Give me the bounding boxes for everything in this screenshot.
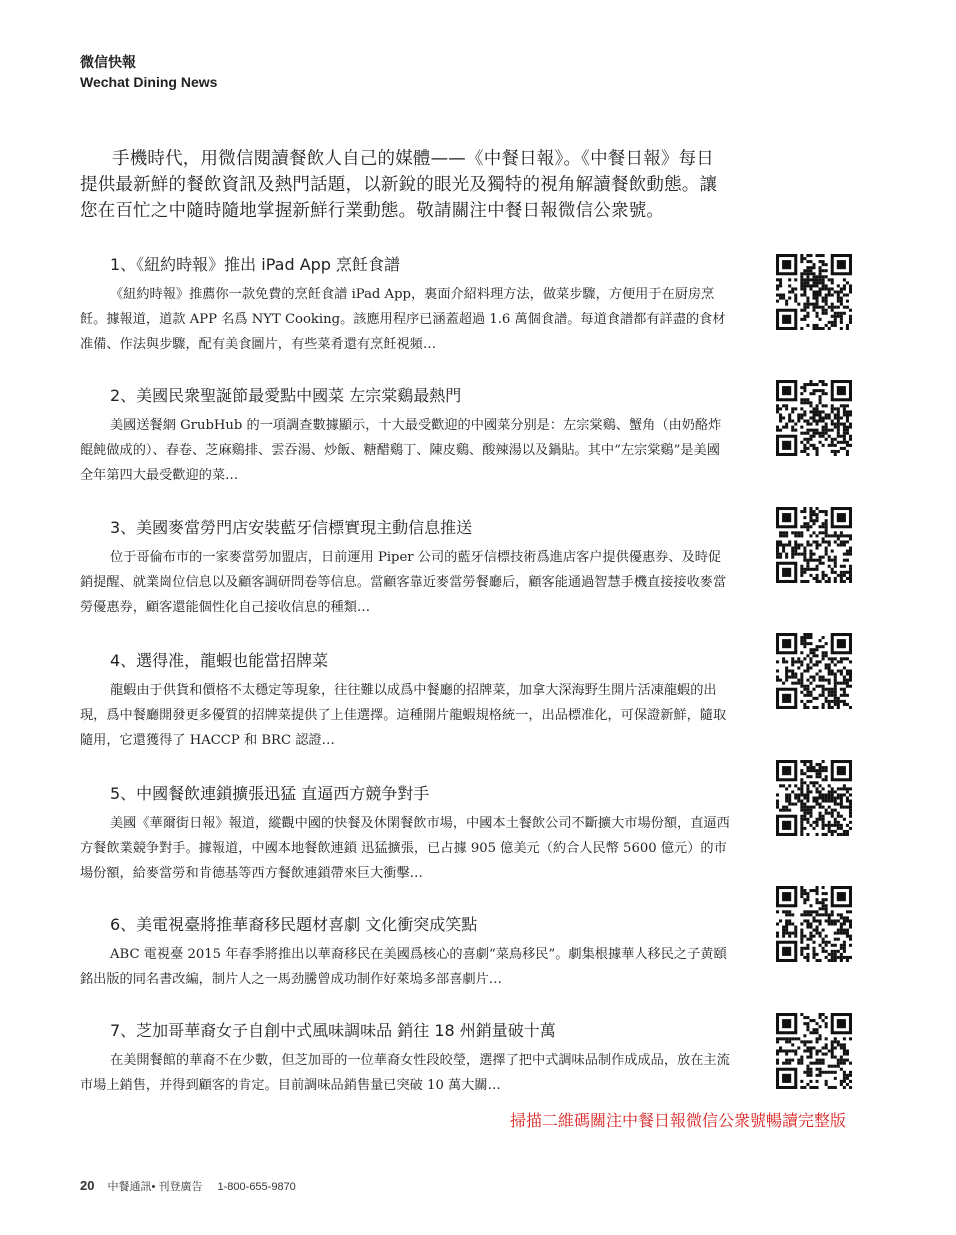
news-item-7 bbox=[80, 1020, 730, 1098]
news-title[interactable]: 7、芝加哥華裔女子自創中式風味調味品 銷往 18 州銷量破十萬 bbox=[110, 1021, 556, 1040]
news-title[interactable]: 1、《紐約時報》推出 iPad App 烹飪食譜 bbox=[110, 255, 401, 274]
qr-code-icon[interactable] bbox=[776, 380, 852, 456]
news-body: 龍蝦由于供貨和價格不太穩定等現象，往往難以成爲中餐廳的招牌菜，加拿大深海野生開片活凍龍蝦的出現，爲中餐廳開發更多優質的招牌菜提供了上佳選擇。這種開片龍蝦規格統一，出品標准化，可保證新鮮，隨取隨用，它還獲得了 HACCP 和 BRC 認證… bbox=[80, 683, 727, 748]
news-title[interactable]: 4、選得准，龍蝦也能當招牌菜 bbox=[110, 651, 329, 670]
qr-code-icon[interactable] bbox=[776, 507, 852, 583]
news-item-5 bbox=[80, 783, 730, 886]
news-item-2 bbox=[80, 385, 730, 488]
news-item-6 bbox=[80, 914, 730, 992]
news-item-4 bbox=[80, 650, 730, 753]
qr-code-icon[interactable] bbox=[776, 633, 852, 709]
qr-code-icon[interactable] bbox=[776, 760, 852, 836]
news-item-3 bbox=[80, 517, 730, 620]
news-title[interactable]: 3、美國麥當勞門店安裝藍牙信標實現主動信息推送 bbox=[110, 518, 473, 537]
page-number: 20 bbox=[80, 1178, 95, 1193]
intro-paragraph: 手機時代，用微信閱讀餐飲人自己的媒體——《中餐日報》。《中餐日報》每日提供最新鮮的餐飲資訊及熱門話題，以新銳的眼光及獨特的視角解讀餐飲動態。讓您在百忙之中隨時隨地掌握新鮮行業動態。敬請關注中餐日報微信公衆號。 bbox=[80, 149, 718, 221]
news-body: ABC 電視臺 2015 年春季將推出以華裔移民在美國爲核心的喜劇“菜鳥移民”。劇集根據華人移民之子黄頤銘出版的同名書改編，制片人之一馬劲騰曾成功制作好萊塢多部喜劇片… bbox=[80, 947, 727, 987]
news-item-1 bbox=[80, 254, 730, 357]
page-footer bbox=[80, 1178, 296, 1194]
publication-name: 中餐通訊• 刊登廣告 bbox=[107, 1181, 203, 1193]
news-title[interactable]: 5、中國餐飲連鎖擴張迅猛 直逼西方競争對手 bbox=[110, 784, 430, 803]
news-title[interactable]: 2、美國民衆聖誕節最愛點中國菜 左宗棠鷄最熱門 bbox=[110, 386, 462, 405]
news-body: 在美開餐館的華裔不在少數，但芝加哥的一位華裔女性段皎瑩，選擇了把中式調味品制作成成品，放在主流市場上銷售，并得到顧客的肯定。目前調味品銷售量已突破 10 萬大關… bbox=[80, 1053, 730, 1093]
scan-qr-call-to-action: 掃描二維碼關注中餐日報微信公衆號暢讀完整版 bbox=[509, 1111, 846, 1130]
news-body: 《紐約時報》推薦你一款免費的烹飪食譜 iPad App，裏面介紹料理方法，做菜步驟，方便用于在厨房烹飪。據報道，道款 APP 名爲 NYT Cooking。該應用程序已涵蓋超過 1.6 萬個食譜。每道食譜都有詳盡的食材准備、作法與步驟，配有美食圖片，有些菜肴還有烹飪視頻… bbox=[80, 287, 726, 352]
section-title-cn: 微信快報 bbox=[80, 55, 136, 71]
news-title[interactable]: 6、美電視臺將推華裔移民題材喜劇 文化衝突成笑點 bbox=[110, 915, 478, 934]
qr-code-icon[interactable] bbox=[776, 886, 852, 962]
qr-code-icon[interactable] bbox=[776, 254, 852, 330]
news-body: 位于哥倫布市的一家麥當勞加盟店，日前運用 Piper 公司的藍牙信標技術爲進店客户提供優惠券、及時促銷提醒、就業崗位信息以及顧客調研問卷等信息。當顧客靠近麥當勞餐廳后，顧客能通過智慧手機直接接收麥當勞優惠券，顧客還能個性化自己接收信息的種類… bbox=[80, 550, 727, 615]
phone-number: 1-800-655-9870 bbox=[217, 1181, 296, 1193]
news-body: 美國送餐網 GrubHub 的一項調查數據顯示，十大最受歡迎的中國菜分别是：左宗棠鷄、蟹角（由奶酪炸餛飩做成的）、春卷、芝麻鷄排、雲吞湯、炒飯、糖醋鷄丁、陳皮鷄、酸辣湯以及鍋貼。其中“左宗棠鷄”是美國全年第四大最受歡迎的菜… bbox=[80, 418, 722, 483]
section-title-en: Wechat Dining News bbox=[80, 74, 218, 90]
news-body: 美國《華爾街日報》報道，縱觀中國的快餐及休閑餐飲市場，中國本土餐飲公司不斷擴大市場份額，直逼西方餐飲業競争對手。據報道，中國本地餐飲連鎖 迅猛擴張，已占據 905 億美元（約合人民幣 5600 億元）的市場份額，給麥當勞和肯德基等西方餐飲連鎖帶來巨大衝擊… bbox=[80, 816, 730, 881]
qr-code-icon[interactable] bbox=[776, 1013, 852, 1089]
